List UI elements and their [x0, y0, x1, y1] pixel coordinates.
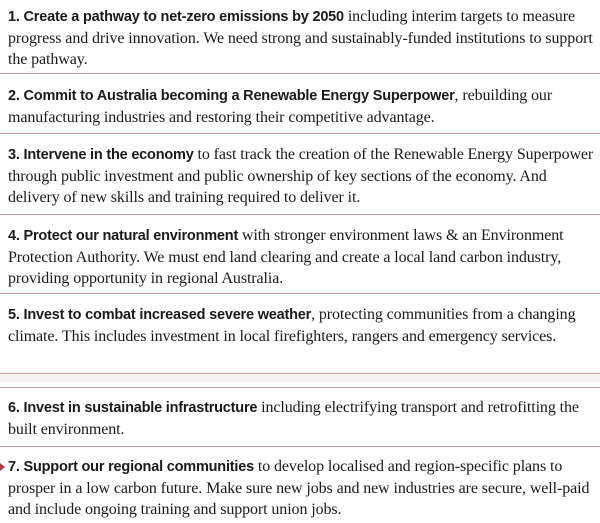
item-heading: 5. Invest to combat increased severe weather — [8, 307, 312, 323]
item-heading: 3. Intervene in the economy — [8, 147, 194, 163]
item-heading: 1. Create a pathway to net-zero emissions by 2050 — [8, 9, 344, 25]
list-item-4 — [8, 225, 596, 289]
divider — [0, 293, 600, 294]
item-body: to fast track the creation of the Renewable Energy Superpower through public investment and public ownership of key sections of the economy. And delivery of new skills and training required to deliver it. — [8, 146, 594, 206]
item-body: to develop localised and region-specific plans to prosper in a low carbon future. Make sure new jobs and new industries are secure, well-paid and include ongoing training and support union jobs. — [8, 458, 590, 518]
divider — [0, 214, 600, 215]
item-heading: 6. Invest in sustainable infrastructure — [8, 400, 258, 416]
item-heading: 7. Support our regional communities — [8, 459, 254, 475]
item-body: including electrifying transport and retrofitting the built environment. — [8, 399, 579, 438]
divider — [0, 133, 600, 134]
list-item-2 — [8, 85, 596, 128]
divider — [0, 387, 600, 388]
item-body: with stronger environment laws & an Environment Protection Authority. We must end land clearing and create a local land carbon industry, providing opportunity in regional Australia. — [8, 227, 564, 287]
list-item-7 — [8, 456, 596, 520]
item-heading: 4. Protect our natural environment — [8, 228, 239, 244]
bullet-marker-icon — [0, 463, 5, 471]
item-heading: 2. Commit to Australia becoming a Renewable Energy Superpower — [8, 88, 455, 104]
list-item-1 — [8, 6, 596, 70]
item-body: including interim targets to measure progress and drive innovation. We need strong and sustainably-funded institutions to support the pathway. — [8, 8, 593, 68]
divider — [0, 73, 600, 74]
list-item-3 — [8, 144, 596, 208]
item-body: , rebuilding our manufacturing industries and restoring their competitive advantage. — [8, 87, 553, 126]
list-item-5 — [8, 304, 596, 347]
divider — [0, 373, 600, 374]
item-body: , protecting communities from a changing climate. This includes investment in local firefighters, rangers and emergency services. — [8, 306, 576, 345]
list-item-6 — [8, 397, 596, 440]
divider — [0, 446, 600, 447]
